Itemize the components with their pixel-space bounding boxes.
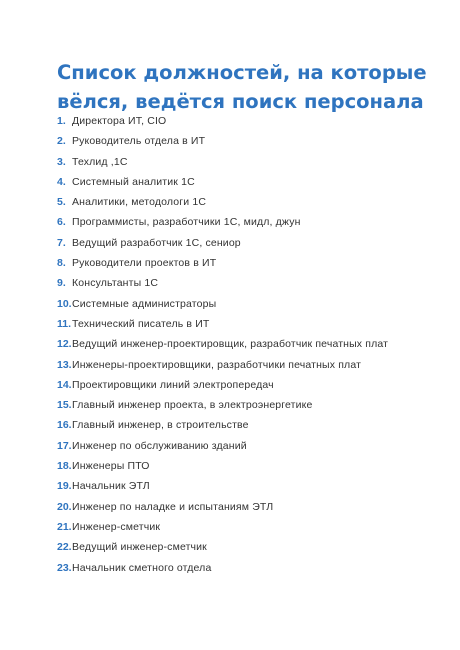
item-text: Ведущий инженер-сметчик <box>72 541 207 554</box>
item-number: 22. <box>57 541 72 554</box>
item-text: Руководители проектов в ИТ <box>72 257 217 270</box>
list-item <box>57 175 402 190</box>
item-number: 16. <box>57 419 72 432</box>
item-number: 23. <box>57 561 72 574</box>
item-number: 14. <box>57 378 72 391</box>
list-item <box>57 418 402 433</box>
item-text: Программисты, разработчики 1С, мидл, джун <box>72 216 301 229</box>
list-item <box>57 479 402 494</box>
item-text: Консультанты 1С <box>72 277 159 290</box>
list-item <box>57 297 402 312</box>
item-number: 19. <box>57 480 72 493</box>
item-number: 12. <box>57 338 72 351</box>
list-item <box>57 236 402 251</box>
item-text: Проектировщики линий электропередач <box>72 378 274 391</box>
item-text: Ведущий инженер-проектировщик, разработчик печатных плат <box>72 338 389 351</box>
item-text: Системный аналитик 1С <box>72 175 195 188</box>
list-item <box>57 155 402 170</box>
item-text: Главный инженер, в строительстве <box>72 419 249 432</box>
item-number: 15. <box>57 399 72 412</box>
item-text: Ведущий разработчик 1С, сениор <box>72 236 241 249</box>
item-text: Инженеры-проектировщики, разработчики печатных плат <box>72 358 362 371</box>
list-item <box>57 439 402 454</box>
item-number: 7. <box>57 236 66 249</box>
item-number: 4. <box>57 175 66 188</box>
item-number: 5. <box>57 196 66 209</box>
page-title: Список должностей, на которые вёлся, ведётся поиск персонала <box>57 61 427 113</box>
list-item <box>57 337 402 352</box>
item-text: Инженер-сметчик <box>72 520 161 533</box>
list-item <box>57 114 402 129</box>
item-number: 20. <box>57 500 72 513</box>
item-text: Начальник сметного отдела <box>72 561 212 574</box>
list-item <box>57 398 402 413</box>
item-text: Начальник ЭТЛ <box>72 480 150 493</box>
item-text: Руководитель отдела в ИТ <box>72 135 206 148</box>
list-item <box>57 540 402 555</box>
item-number: 9. <box>57 277 66 290</box>
item-number: 6. <box>57 216 66 229</box>
list-item <box>57 459 402 474</box>
item-text: Аналитики, методологи 1С <box>72 196 207 209</box>
list-item <box>57 215 402 230</box>
list-item <box>57 195 402 210</box>
item-text: Инженеры ПТО <box>72 460 150 473</box>
item-text: Системные администраторы <box>72 297 217 310</box>
positions-list <box>57 114 402 581</box>
item-number: 11. <box>57 317 72 330</box>
item-number: 13. <box>57 358 72 371</box>
item-number: 3. <box>57 155 66 168</box>
list-item <box>57 561 402 576</box>
list-item <box>57 520 402 535</box>
item-text: Техлид ,1С <box>72 155 128 168</box>
item-text: Инженер по наладке и испытаниям ЭТЛ <box>72 500 274 513</box>
item-text: Директора ИТ, CIO <box>72 115 167 127</box>
item-text: Главный инженер проекта, в электроэнергетике <box>72 399 313 412</box>
list-item <box>57 317 402 332</box>
list-item <box>57 358 402 373</box>
item-number: 21. <box>57 520 72 533</box>
list-item <box>57 256 402 271</box>
item-number: 2. <box>57 135 66 148</box>
item-text: Инженер по обслуживанию зданий <box>72 439 247 452</box>
item-number: 17. <box>57 439 72 452</box>
item-number: 18. <box>57 460 72 473</box>
item-number: 8. <box>57 257 66 270</box>
list-item <box>57 378 402 393</box>
item-number: 1. <box>57 115 66 127</box>
list-item <box>57 276 402 291</box>
list-item <box>57 500 402 515</box>
item-number: 10. <box>57 297 72 310</box>
list-item <box>57 134 402 149</box>
item-text: Технический писатель в ИТ <box>72 317 210 330</box>
